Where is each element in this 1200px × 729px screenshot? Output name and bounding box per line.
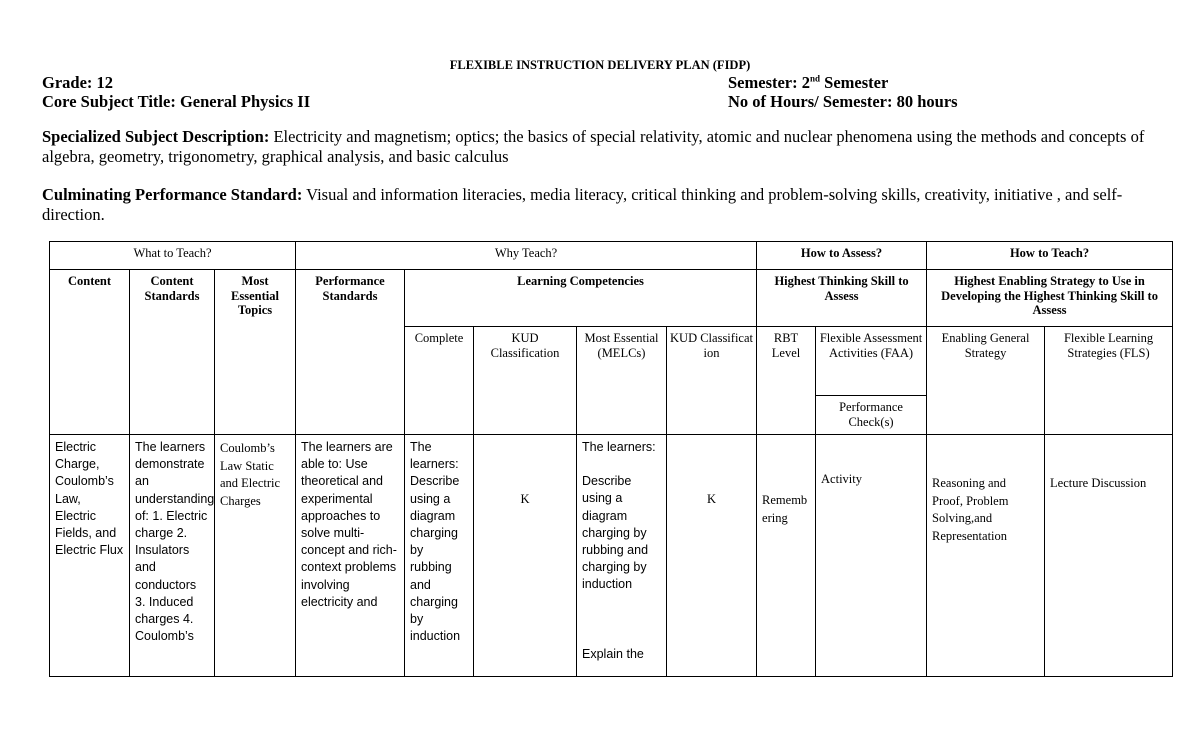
subheader-fls: Flexible Learning Strategies (FLS) — [1045, 327, 1173, 435]
subheader-rbt-level: RBT Level — [757, 327, 816, 435]
melcs-intro: The learners: — [582, 440, 656, 454]
header-content: Content — [50, 270, 130, 435]
subheader-faa: Flexible Assessment Activities (FAA) — [816, 327, 927, 396]
group-why-teach: Why Teach? — [296, 242, 757, 270]
melcs-item-1: Describe using a diagram charging by rubbing and charging by induction — [582, 474, 649, 592]
cell-kud-classification: K — [474, 435, 577, 677]
group-how-to-teach: How to Teach? — [927, 242, 1173, 270]
header-content-standards: Content Standards — [130, 270, 215, 435]
specialized-subject-description: Specialized Subject Description: Electricity and magnetism; optics; the basics of special relativity, atomic and nuclear phenomena using the methods and concepts of algebra, geometry, trigonometry, graphical analysis, and basic calculus — [42, 127, 1145, 166]
group-how-to-assess: How to Assess? — [757, 242, 927, 270]
grade-label: Grade: 12 — [42, 73, 114, 92]
subheader-performance-check: Performance Check(s) — [816, 396, 927, 435]
fidp-table — [49, 241, 1173, 677]
header-highest-thinking-skill: Highest Thinking Skill to Assess — [757, 270, 927, 327]
header-performance-standards: Performance Standards — [296, 270, 405, 435]
cell-most-essential-topics: Coulomb’s Law Static and Electric Charges — [215, 435, 296, 677]
subheader-melcs: Most Essential (MELCs) — [577, 327, 667, 435]
header-most-essential-topics: Most Essential Topics — [215, 270, 296, 435]
hours-label: No of Hours/ Semester: 80 hours — [728, 92, 958, 111]
cell-kud-classification-2: K — [667, 435, 757, 677]
cell-fls: Lecture Discussion — [1045, 435, 1173, 677]
melcs-item-2: Explain the — [582, 646, 644, 661]
cell-enabling-general-strategy: Reasoning and Proof, Problem Solving,and Representation — [927, 435, 1045, 677]
subheader-kud-classification: KUD Classification — [474, 327, 577, 435]
culminating-performance-standard: Culminating Performance Standard: Visual and information literacies, media literacy, critical thinking and problem-solving skills, creativity, initiative , and self-direction. — [42, 185, 1123, 224]
cell-faa: Activity — [816, 435, 927, 677]
cell-content: Electric Charge, Coulomb’s Law, Electric Fields, and Electric Flux — [50, 435, 130, 677]
cell-complete: The learners: Describe using a diagram charging by rubbing and charging by induction — [405, 435, 474, 677]
subheader-complete: Complete — [405, 327, 474, 435]
subheader-enabling-general-strategy: Enabling General Strategy — [927, 327, 1045, 435]
cell-melcs — [577, 435, 667, 677]
semester-label: Semester: 2nd Semester — [728, 73, 889, 92]
document-title: FLEXIBLE INSTRUCTION DELIVERY PLAN (FIDP) — [449, 58, 751, 72]
cell-content-standards: The learners demonstrate an understanding of: 1. Electric charge 2. Insulators and conductors 3. Induced charges 4. Coulomb’s — [130, 435, 215, 677]
subheader-kud-classification-2: KUD Classificat ion — [667, 327, 757, 435]
cell-rbt-level: Remembering — [757, 435, 816, 677]
core-subject-title: Core Subject Title: General Physics II — [42, 92, 311, 111]
group-what-to-teach: What to Teach? — [50, 242, 296, 270]
header-learning-competencies: Learning Competencies — [405, 270, 757, 327]
header-highest-enabling-strategy: Highest Enabling Strategy to Use in Developing the Highest Thinking Skill to Assess — [927, 270, 1173, 327]
cell-performance-standards: The learners are able to: Use theoretical and experimental approaches to solve multi-concept and rich-context problems involving electricity and — [296, 435, 405, 677]
